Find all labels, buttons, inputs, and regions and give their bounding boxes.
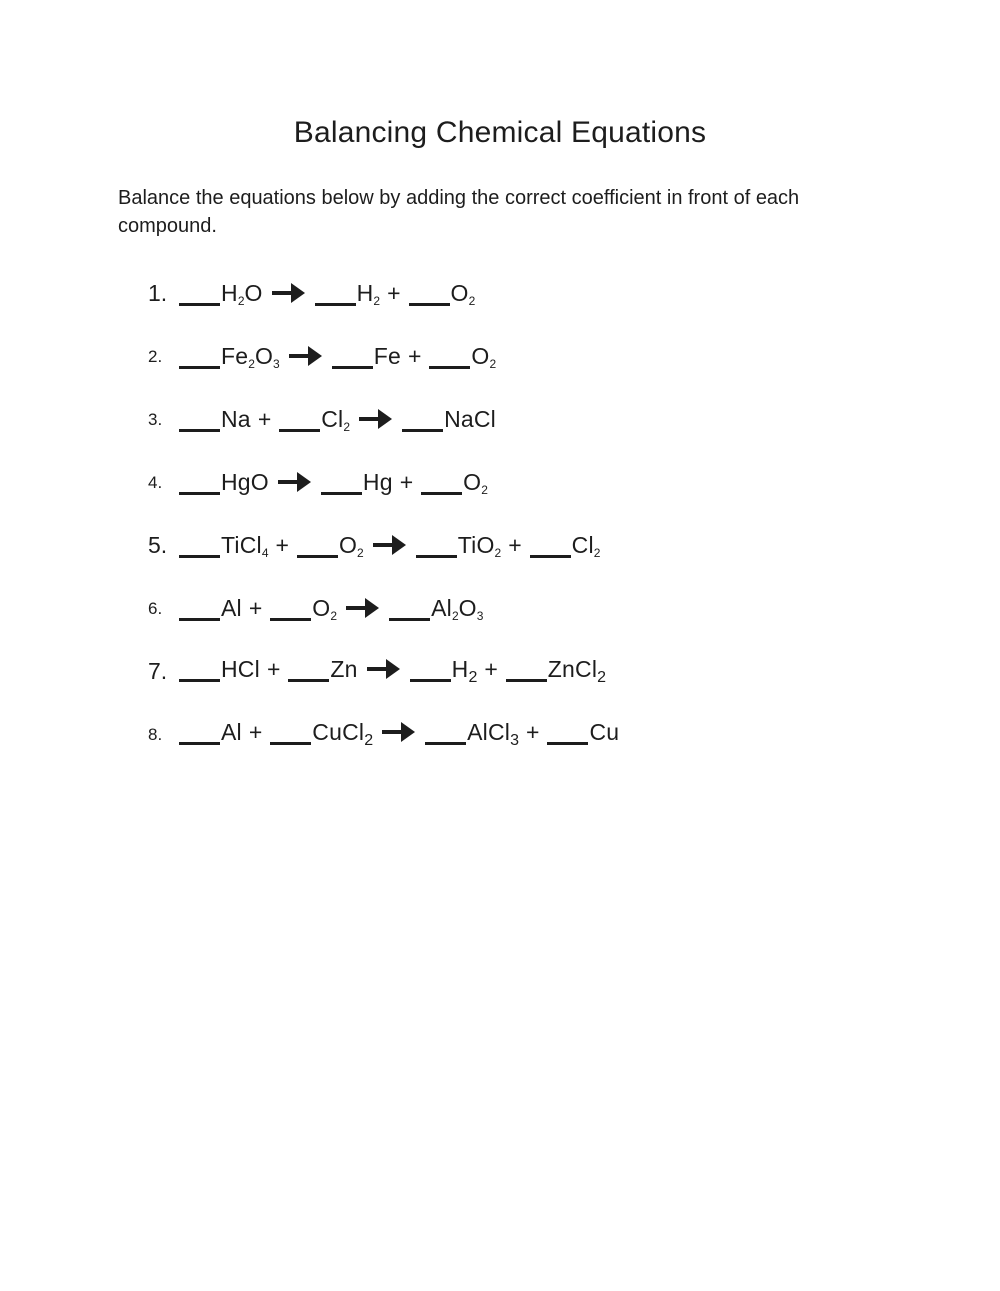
subscript: 2 (451, 608, 459, 623)
plus-sign: + (257, 405, 272, 432)
chemical-formula-text: CuCl (312, 719, 365, 745)
coefficient-blank[interactable] (416, 555, 457, 558)
subscript: 3 (476, 608, 484, 623)
coefficient-blank[interactable] (270, 742, 311, 745)
chemical-formula-text: Zn (330, 656, 358, 682)
chemical-formula-text: AlCl (467, 719, 511, 745)
coefficient-blank[interactable] (179, 679, 220, 682)
coefficient-blank[interactable] (506, 679, 547, 682)
equation-expression (178, 595, 483, 623)
subscript: 2 (364, 732, 374, 749)
subscript: 2 (468, 293, 476, 308)
equation-number: 4. (148, 472, 163, 492)
coefficient-blank[interactable] (297, 555, 338, 558)
chemical-formula-text: H (451, 656, 469, 682)
equation-expression (178, 469, 488, 497)
reaction-arrow-icon (367, 656, 400, 683)
chemical-formula-text: O (458, 594, 477, 621)
coefficient-blank[interactable] (179, 555, 220, 558)
equation-number: 8. (148, 724, 163, 744)
chemical-formula-text: HCl (221, 656, 260, 682)
chemical-formula-text: O (244, 279, 263, 306)
equation-number: 7. (148, 658, 168, 684)
chemical-formula-text: Al (431, 594, 452, 621)
subscript: 2 (468, 669, 478, 686)
chemical-formula-text: O (450, 279, 469, 306)
equation-row-3 (0, 388, 1000, 451)
coefficient-blank[interactable] (402, 429, 443, 432)
subscript: 2 (494, 545, 502, 560)
chemical-formula-text: Al (221, 594, 242, 621)
equation-row-1 (0, 262, 1000, 325)
plus-sign: + (399, 468, 414, 495)
coefficient-blank[interactable] (179, 429, 220, 432)
equation-row-5 (0, 514, 1000, 577)
coefficient-blank[interactable] (429, 366, 470, 369)
coefficient-blank[interactable] (179, 492, 220, 495)
subscript: 4 (261, 545, 269, 560)
subscript: 2 (593, 545, 601, 560)
chemical-formula-text: Cl (321, 405, 344, 432)
subscript: 2 (489, 356, 497, 371)
chemical-formula-text: ZnCl (547, 656, 598, 682)
coefficient-blank[interactable] (179, 303, 220, 306)
plus-sign: + (526, 719, 540, 745)
plus-sign: + (248, 594, 263, 621)
equation-row-2 (0, 325, 1000, 388)
chemical-formula-text: Al (221, 719, 242, 745)
coefficient-blank[interactable] (288, 679, 329, 682)
subscript: 2 (343, 419, 351, 434)
subscript: 2 (597, 669, 607, 686)
reaction-arrow-icon (289, 343, 322, 370)
coefficient-blank[interactable] (409, 303, 450, 306)
equation-expression (178, 719, 619, 750)
equation-expression (178, 343, 496, 371)
chemical-formula-text: Hg (362, 468, 393, 495)
plus-sign: + (266, 656, 281, 682)
chemical-formula-text: O (338, 531, 358, 558)
equation-number: 5. (148, 532, 168, 558)
coefficient-blank[interactable] (389, 618, 430, 621)
plus-sign: + (248, 719, 263, 745)
chemical-formula-text: O (471, 342, 490, 369)
chemical-formula-text: O (463, 468, 482, 495)
reaction-arrow-icon (278, 469, 311, 496)
equation-row-8 (0, 703, 1000, 766)
equation-number: 3. (148, 409, 163, 429)
chemical-formula-text: NaCl (444, 405, 496, 432)
chemical-formula-text: Fe (221, 342, 249, 369)
subscript: 2 (357, 545, 364, 560)
equation-expression (178, 656, 606, 687)
equation-expression (178, 280, 475, 308)
coefficient-blank[interactable] (547, 742, 588, 745)
reaction-arrow-icon (272, 280, 305, 307)
chemical-formula-text: H (221, 279, 238, 306)
chemical-formula-text: HgO (221, 468, 269, 495)
chemical-formula-text: Cl (571, 531, 594, 558)
page-title: Balancing Chemical Equations (293, 116, 707, 149)
coefficient-blank[interactable] (321, 492, 362, 495)
chemical-formula-text: Fe (373, 342, 401, 369)
plus-sign: + (275, 531, 289, 558)
reaction-arrow-icon (346, 595, 379, 622)
coefficient-blank[interactable] (315, 303, 356, 306)
reaction-arrow-icon (373, 532, 406, 559)
plus-sign: + (484, 656, 498, 682)
coefficient-blank[interactable] (270, 618, 311, 621)
subscript: 2 (330, 608, 338, 623)
chemical-formula-text: H (356, 279, 374, 306)
equation-number: 2. (148, 346, 163, 366)
equation-list (0, 262, 1000, 766)
reaction-arrow-icon (359, 406, 392, 433)
coefficient-blank[interactable] (179, 742, 220, 745)
coefficient-blank[interactable] (179, 618, 220, 621)
plus-sign: + (508, 531, 522, 558)
chemical-formula-text: O (254, 342, 274, 369)
coefficient-blank[interactable] (425, 742, 466, 745)
coefficient-blank[interactable] (530, 555, 571, 558)
subscript: 2 (248, 356, 255, 371)
equation-row-4 (0, 451, 1000, 514)
subscript: 2 (237, 293, 245, 308)
reaction-arrow-icon (382, 719, 415, 746)
equation-expression (178, 532, 600, 560)
equation-expression (178, 406, 496, 434)
chemical-formula-text: Cu (589, 719, 620, 745)
coefficient-blank[interactable] (332, 366, 373, 369)
subscript: 2 (373, 293, 381, 308)
subscript: 3 (510, 732, 520, 749)
plus-sign: + (387, 279, 401, 306)
instructions-text: Balance the equations below by adding the correct coefficient in front of each compound. (118, 187, 800, 237)
chemical-formula-text: O (312, 594, 331, 621)
subscript: 3 (273, 356, 280, 371)
equation-number: 1. (148, 280, 168, 306)
equation-row-6 (0, 577, 1000, 640)
plus-sign: + (407, 342, 422, 369)
chemical-formula-text: TiO (457, 531, 495, 558)
coefficient-blank[interactable] (410, 679, 451, 682)
chemical-formula-text: Na (221, 405, 251, 432)
coefficient-blank[interactable] (179, 366, 220, 369)
equation-number: 6. (148, 598, 163, 618)
equation-row-7 (0, 640, 1000, 703)
chemical-formula-text: TiCl (221, 531, 262, 558)
subscript: 2 (481, 482, 488, 497)
coefficient-blank[interactable] (421, 492, 462, 495)
coefficient-blank[interactable] (279, 429, 320, 432)
